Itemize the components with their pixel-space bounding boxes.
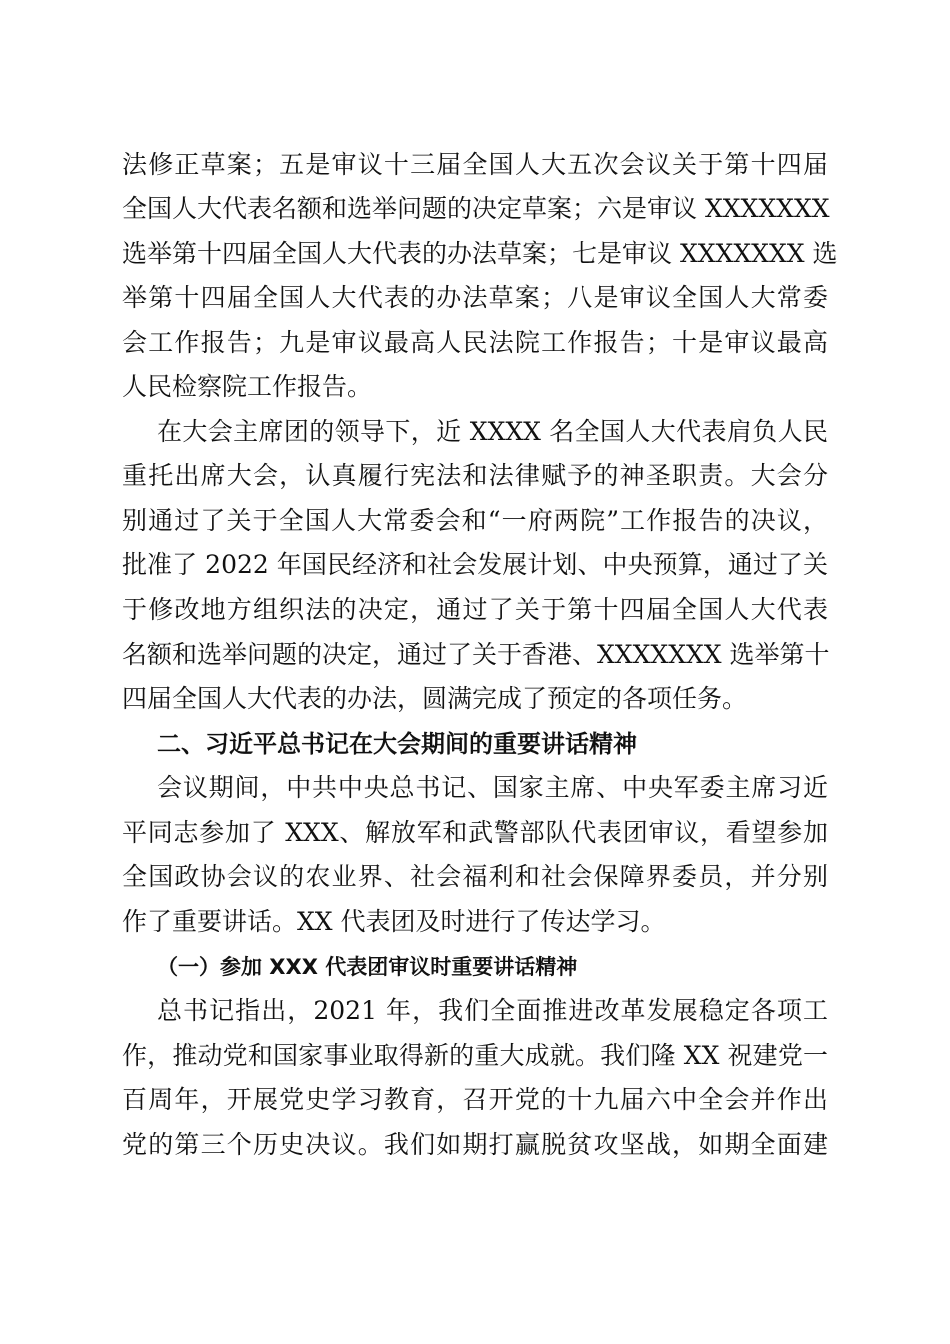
paragraph-4-line-2: 作，推动党和国家事业取得新的重大成就。我们隆 XX 祝建党一 — [122, 1041, 828, 1070]
paragraph-2-line-6: 名额和选举问题的决定，通过了关于香港、XXXXXXX 选举第十 — [122, 640, 830, 669]
paragraph-1-line-2: 全国人大代表名额和选举问题的决定草案；六是审议 XXXXXXX — [122, 194, 830, 223]
paragraph-2-line-4: 批准了 2022 年国民经济和社会发展计划、中央预算，通过了关 — [122, 550, 828, 579]
paragraph-3-line-3: 全国政协会议的农业界、社会福利和社会保障界委员，并分别 — [122, 862, 828, 891]
paragraph-2-line-2: 重托出席大会，认真履行宪法和法律赋予的神圣职责。大会分 — [122, 461, 828, 490]
paragraph-1-line-6: 人民检察院工作报告。 — [122, 372, 373, 401]
paragraph-2-line-7: 四届全国人大代表的办法，圆满完成了预定的各项任务。 — [122, 684, 748, 713]
section-heading: 二、习近平总书记在大会期间的重要讲话精神 — [157, 730, 637, 758]
paragraph-4-line-1: 总书记指出，2021 年，我们全面推进改革发展稳定各项工 — [157, 996, 828, 1025]
paragraph-3-line-1: 会议期间，中共中央总书记、国家主席、中央军委主席习近 — [157, 773, 828, 802]
paragraph-4-line-4: 党的第三个历史决议。我们如期打赢脱贫攻坚战，如期全面建 — [122, 1130, 828, 1159]
paragraph-1-line-5: 会工作报告；九是审议最高人民法院工作报告；十是审议最高 — [122, 328, 828, 357]
paragraph-2-line-3: 别通过了关于全国人大常委会和“一府两院”工作报告的决议， — [122, 506, 828, 535]
paragraph-4-line-3: 百周年，开展党史学习教育，召开党的十九届六中全会并作出 — [122, 1085, 828, 1114]
paragraph-2-line-1: 在大会主席团的领导下，近 XXXX 名全国人大代表肩负人民 — [157, 417, 828, 446]
paragraph-2-line-5: 于修改地方组织法的决定，通过了关于第十四届全国人大代表 — [122, 595, 828, 624]
paragraph-3-line-4: 作了重要讲话。XX 代表团及时进行了传达学习。 — [122, 907, 666, 936]
paragraph-1-line-4: 举第十四届全国人大代表的办法草案；八是审议全国人大常委 — [122, 283, 828, 312]
subsection-heading: （一）参加 XXX 代表团审议时重要讲话精神 — [157, 955, 578, 979]
paragraph-3-line-2: 平同志参加了 XXX、解放军和武警部队代表团审议，看望参加 — [122, 818, 828, 847]
paragraph-1-line-3: 选举第十四届全国人大代表的办法草案；七是审议 XXXXXXX 选 — [122, 239, 838, 268]
paragraph-1-line-1: 法修正草案；五是审议十三届全国人大五次会议关于第十四届 — [122, 150, 828, 179]
